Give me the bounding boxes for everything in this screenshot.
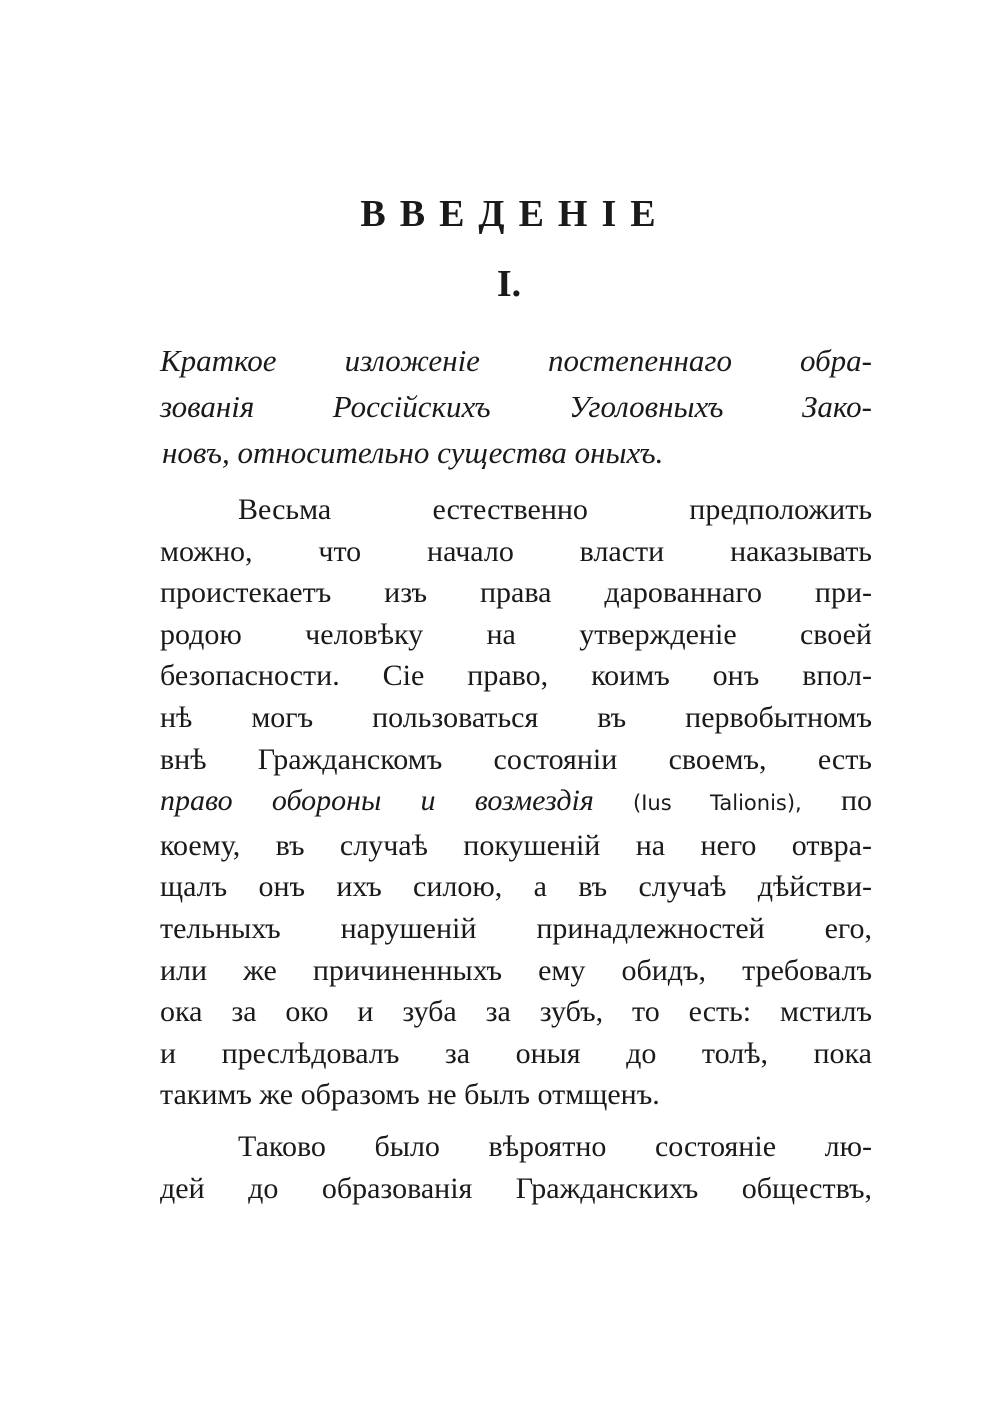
text-line: ока за око и зуба за зубъ, то есть: мстилъ [160,995,872,1029]
chapter-heading: ВВЕДЕНІЕ [360,193,670,235]
section-number: I. [496,263,522,305]
italic-term: право обороны и возмездія [160,784,594,818]
text-line: Весьма естественно предположить [238,493,872,526]
section-subtitle [160,338,872,476]
text-line: или же причиненныхъ ему обидъ, требовалъ [160,953,872,987]
text-line: нѣ могъ пользоваться въ первобытномъ [160,700,872,734]
text-line: Таково было вѣроятно состояніе лю- [238,1129,872,1163]
text-line: проистекаетъ изъ права дарованнаго при- [160,576,872,610]
text-line: щалъ онъ ихъ силою, а въ случаѣ дѣйстви- [160,870,872,904]
subtitle-line: Краткое изложеніе постепеннаго обра- [160,343,872,378]
text-line: безопасности. Сіе право, коимъ онъ впол- [160,659,872,693]
subtitle-line: зованія Россійскихъ Уголовныхъ Зако- [160,389,872,424]
body-text [160,489,872,1209]
text-line: такимъ же образомъ не былъ отмщенъ. [160,1078,660,1112]
latin-term: (Ius Talionis), [633,791,802,816]
text-line: тельныхъ нарушеній принадлежностей его, [160,911,872,945]
subtitle-line: новъ, относительно существа оныхъ. [162,435,664,470]
paragraph-2 [160,1126,872,1209]
paragraph-1 [160,489,872,1116]
text-line: коему, въ случаѣ покушеній на него отвра- [160,828,872,862]
text-line: можно, что начало власти наказывать [160,534,872,568]
text-line: дей до образованія Гражданскихъ обществъ, [160,1171,872,1205]
line-tail: по [840,784,872,818]
text-line: внѣ Гражданскомъ состояніи своемъ, есть [160,742,872,776]
text-line: и преслѣдовалъ за оныя до толѣ, пока [160,1036,872,1070]
text-line-mixed [160,780,872,825]
text-line: родою человѣку на утвержденіе своей [160,617,872,651]
